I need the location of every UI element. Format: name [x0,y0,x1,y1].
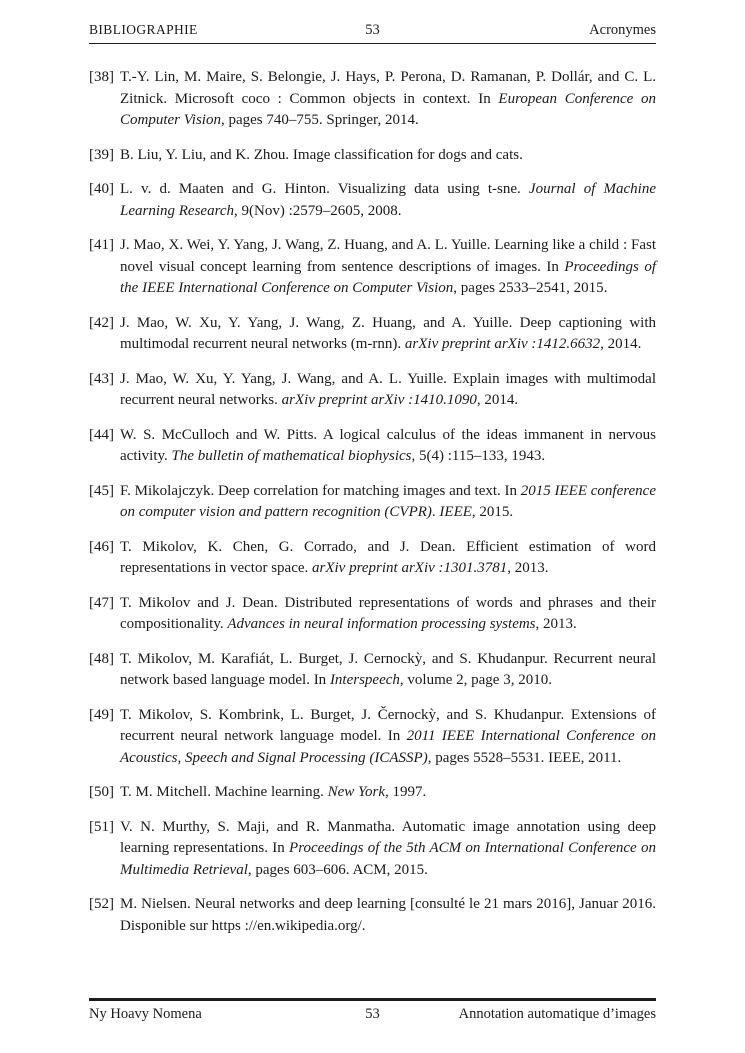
bib-entry [89,425,656,468]
bib-entry-italic-text: 2011 IEEE International Conference on Acoustics, Speech and Signal Processing (ICASSP) [120,728,656,766]
bib-entry [89,537,656,580]
footer-document-title: Annotation automatique d’images [458,1006,656,1022]
bib-entry [89,817,656,882]
bib-entry-italic-text: 2015 IEEE conference on computer vision and pattern recognition (CVPR) [120,482,656,520]
bib-entry [89,145,656,167]
bibliography-list [89,67,656,950]
document-page [89,0,656,1053]
bib-entry-label: [43] [89,370,114,387]
bib-entry-text: J. Mao, X. Wei, Y. Yang, J. Wang, Z. Huang, and A. L. Yuille. Learning like a child : Fast novel visual concept learning from sentence descriptions of images. In [120,237,656,275]
bib-entry [89,481,656,524]
bib-entry-label: [49] [89,706,114,723]
bib-entry-italic-text: Advances in neural information processing systems [227,616,536,632]
bib-entry-text: T. M. Mitchell. Machine learning. [120,784,328,800]
bib-entry-italic-text: Proceedings of the 5th ACM on International Conference on Multimedia Retrieval [120,840,656,878]
bib-entry-text: T.-Y. Lin, M. Maire, S. Belongie, J. Hays, P. Perona, D. Ramanan, P. Dollár, and C. L. Zitnick. Microsoft coco : Common objects in context. In [120,69,656,107]
bib-entry-label: [48] [89,650,114,667]
bib-entry-text: , pages 740–755. Springer, 2014. [220,112,419,128]
bib-entry-body [120,145,656,167]
bib-entry [89,782,656,804]
bib-entry-label: [41] [89,237,114,253]
bib-entry-label: [45] [89,482,114,499]
bib-entry-text: , pages 5528–5531. IEEE, 2011. [427,749,622,766]
bib-entry-text: T. Mikolov, K. Chen, G. Corrado, and J. Dean. Efficient estimation of word representations in vector space. [120,538,656,576]
bib-entry-italic-text: The bulletin of mathematical biophysics [171,448,412,464]
bib-entry-text: , volume 2, page 3, 2010. [399,672,552,688]
bib-entry-label: [39] [89,146,114,163]
bib-entry-italic-text: arXiv preprint arXiv :1301.3781 [312,560,508,576]
bib-entry-label: [51] [89,818,114,835]
bib-entry-text: B. Liu, Y. Liu, and K. Zhou. Image classification for dogs and cats. [120,146,523,163]
bib-entry-text: T. Mikolov and J. Dean. Distributed representations of words and phrases and their compositionality. [120,594,656,632]
bib-entry-label: [47] [89,594,114,611]
bib-entry-text: J. Mao, W. Xu, Y. Yang, J. Wang, Z. Huang, and A. Yuille. Deep captioning with multimodal recurrent neural networks (m-rnn). [120,314,656,352]
bib-entry-italic-text: Journal of Machine Learning Research [120,181,656,219]
bib-entry-text: , 1997. [384,784,427,800]
bib-entry-text: , 2013. [535,616,577,632]
bib-entry-label: [42] [89,314,114,331]
bib-entry [89,894,656,937]
bib-entry-body [120,705,656,770]
bib-entry [89,705,656,770]
bib-entry-italic-text: arXiv preprint arXiv :1410.1090 [281,392,477,408]
bib-entry-italic-text: arXiv preprint arXiv :1412.6632 [404,336,601,352]
bib-entry [89,313,656,356]
bib-entry-label: [50] [89,784,114,800]
bib-entry-text: , 2015. [471,504,514,520]
bib-entry-body [120,369,656,412]
bib-entry-text: . [431,504,440,520]
bib-entry-text: V. N. Murthy, S. Maji, and R. Manmatha. Automatic image annotation using deep learning representations. In [120,818,656,856]
bib-entry-label: [44] [89,426,114,443]
footer-rule [89,998,656,1001]
bib-entry-text: J. Mao, W. Xu, Y. Yang, J. Wang, and A. L. Yuille. Explain images with multimodal recurrent neural networks. [120,370,656,408]
bib-entry-text: , 5(4) :115–133, 1943. [411,448,546,464]
bib-entry-text: T. Mikolov, S. Kombrink, L. Burget, J. Černockỳ, and S. Khudanpur. Extensions of recurrent neural network language model. In [120,706,656,744]
bib-entry-text: T. Mikolov, M. Karafiát, L. Burget, J. Cernockỳ, and S. Khudanpur. Recurrent neural network based language model. In [120,650,656,688]
bib-entry-italic-text: IEEE [439,504,472,520]
bib-entry-text: , 9(Nov) :2579–2605, 2008. [234,202,402,219]
bib-entry-label: [40] [89,181,114,197]
footer-author-name: Ny Hoavy Nomena [89,1006,202,1022]
header-section-title: BIBLIOGRAPHIE [89,22,198,37]
bib-entry-body [120,67,656,132]
bib-entry-body [120,179,656,222]
bib-entry-body [120,817,656,882]
bib-entry-body [120,782,656,804]
bib-entry-italic-text: New York [327,784,385,800]
bib-entry [89,593,656,636]
bib-entry-label: [46] [89,538,114,555]
header-page-number: 53 [365,22,380,38]
bib-entry-body [120,313,656,356]
bib-entry-body [120,593,656,636]
bib-entry-italic-text: Interspeech [329,672,400,688]
header-rule [89,43,656,44]
bib-entry-body [120,537,656,580]
bib-entry [89,369,656,412]
bib-entry [89,179,656,222]
running-footer [89,1006,656,1023]
bib-entry-label: [52] [89,896,114,912]
bib-entry-italic-text: Proceedings of the IEEE International Conference on Computer Vision [120,258,657,296]
bib-entry-text: , 2013. [507,560,549,576]
bib-entry [89,649,656,692]
bib-entry-text: , 2014. [600,336,642,352]
header-chapter-title: Acronymes [589,22,656,38]
footer-page-number: 53 [365,1006,380,1022]
bib-entry-body [120,235,656,300]
bib-entry-label: [38] [89,69,114,85]
bib-entry-text: L. v. d. Maaten and G. Hinton. Visualizing data using t-sne. [120,181,529,197]
bib-entry-text: F. Mikolajczyk. Deep correlation for matching images and text. In [120,482,521,499]
bib-entry [89,67,656,132]
bib-entry-text: , pages 2533–2541, 2015. [453,280,608,296]
bib-entry-body [120,481,656,524]
bib-entry-text: W. S. McCulloch and W. Pitts. A logical calculus of the ideas immanent in nervous activity. [120,426,656,464]
bib-entry-text: M. Nielsen. Neural networks and deep learning [consulté le 21 mars 2016], Januar 2016. Disponible sur https ://en.wikipedia.org/. [120,896,656,934]
bib-entry-italic-text: European Conference on Computer Vision [120,90,657,128]
bib-entry-text: , pages 603–606. ACM, 2015. [247,861,428,878]
bib-entry [89,235,656,300]
bib-entry-text: , 2014. [476,392,519,408]
bib-entry-body [120,425,656,468]
running-header [89,22,656,39]
bib-entry-body [120,894,656,937]
bib-entry-body [120,649,656,692]
